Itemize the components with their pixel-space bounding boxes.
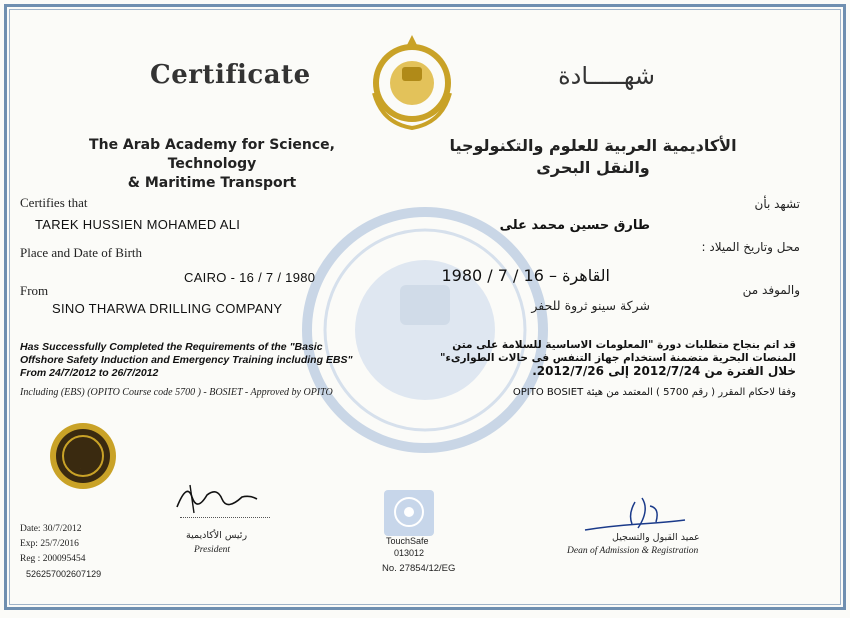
touchsafe-label: TouchSafe [386, 536, 429, 546]
company-name: SINO THARWA DRILLING COMPANY [52, 301, 283, 316]
holder-name: TAREK HUSSIEN MOHAMED ALI [35, 217, 241, 232]
president-signature [172, 477, 262, 517]
statement-ar-line2: المنصات البحرية متضمنة استخدام جهاز التنفس فى حالات الطوارىء" [440, 352, 796, 364]
president-title: President [194, 545, 231, 555]
academy-name-ar [433, 135, 753, 179]
statement-en-line1: Has Successfully Completed the Requirements of the "Basic [20, 341, 323, 353]
academy-name-ar-line1: الأكاديمية العربية للعلوم والتكنولوجيا [449, 136, 737, 155]
from-label: From [20, 283, 49, 298]
touchsafe-number: 013012 [394, 548, 425, 558]
touchsafe-badge [384, 490, 434, 536]
president-title-ar: رئيس الأكاديمية [186, 530, 248, 541]
dean-signature [580, 494, 690, 536]
touchsafe-icon [384, 490, 434, 536]
issue-date: Date: 30/7/2012 [20, 524, 82, 534]
from-label-ar: والموفد من [742, 283, 800, 297]
expiry-date: Exp: 25/7/2016 [20, 539, 79, 549]
statement-en [20, 341, 380, 380]
holder-name-ar: طارق حسين محمد على [499, 218, 650, 233]
company-name-ar: شركة سينو ثروة للحفر [531, 298, 650, 313]
gold-seal-icon [48, 421, 118, 491]
certifies-label: Certifies that [20, 195, 88, 210]
statement-ar-line1: قد اتم بنجاح متطلبات دورة "المعلومات الاساسية للسلامة على متن [452, 339, 796, 351]
certificate-title-ar: شهـــــادة [558, 62, 655, 90]
certificate-title: Certificate [150, 60, 311, 90]
statement-en-approval: Including (EBS) (OPITO Course code 5700 ) - BOSIET - Approved by OPITO [20, 387, 333, 398]
statement-ar [386, 339, 796, 378]
president-signature-line [180, 517, 270, 518]
academy-gold-emblem [362, 33, 462, 133]
statement-ar-line3: خلال الفترة من 2012/7/24 إلى 2012/7/26. [532, 364, 796, 378]
birth-label: Place and Date of Birth [20, 245, 143, 260]
statement-en-line3: From 24/7/2012 to 26/7/2012 [20, 367, 159, 379]
birth-value-ar: القاهرة – 16 / 7 / 1980 [441, 266, 610, 285]
certifies-label-ar: تشهد بأن [754, 197, 800, 211]
academy-name-en-line2: & Maritime Transport [127, 175, 297, 191]
registration-number: Reg : 200095454 [20, 554, 86, 564]
statement-en-line2: Offshore Safety Induction and Emergency Training including EBS" [20, 354, 353, 366]
dean-title-ar: عميد القبول والتسجيل [612, 532, 700, 543]
academy-watermark-emblem [300, 205, 550, 455]
academy-name-ar-line2: والنقل البحرى [536, 158, 650, 177]
serial-number: 526257002607129 [26, 569, 102, 579]
statement-ar-approval: وفقا لاحكام المقرر ( رقم 5700 ) المعتمد من هيئة OPITO BOSIET [512, 387, 796, 398]
birth-value: CAIRO - 16 / 7 / 1980 [184, 270, 316, 285]
academy-name-en-line1: The Arab Academy for Science, Technology [89, 137, 335, 172]
dean-title: Dean of Admission & Registration [567, 546, 699, 556]
birth-label-ar: محل وتاريخ الميلاد : [701, 240, 800, 254]
academy-name-en [52, 136, 372, 193]
certificate-number: No. 27854/12/EG [382, 563, 456, 574]
